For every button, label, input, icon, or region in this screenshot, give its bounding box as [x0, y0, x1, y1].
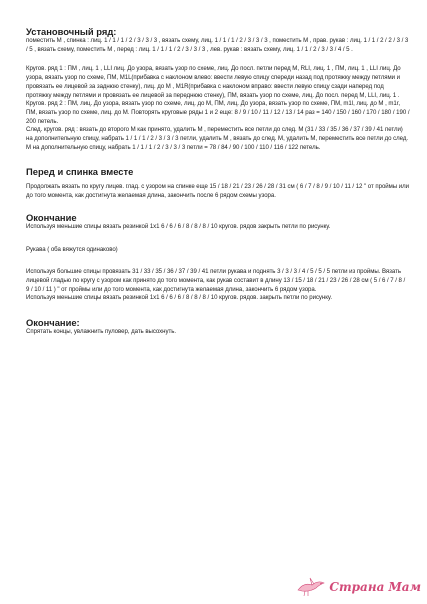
heading-front-back: Перед и спинка вместе	[26, 166, 134, 178]
heading-finishing: Окончание	[26, 211, 77, 223]
next-round-row-text: След. кругов. ряд : вязать до второго М как принято, удалить М , переместить все петли до след. М (31 / 33 / 35 / 36 / 37 / 39 / 41 петли) на дополнительную спицу, набрать 1 / 1 / 1 / 2 / 3 / 3 / 3 петли, удалить М , вязать до след. М, удалить М, переместить все петли до след. М на дополнительную спицу, набрать 1 / 1 / 1 / 2 / 3 / 3 / 3 петли = 78 / 84 / 90 / 100 / 110 / 116 / 122 петель.	[26, 126, 408, 151]
heading-setup-row: Установочный ряд:	[26, 26, 117, 37]
document-page	[26, 26, 410, 337]
watermark-text: Страна Мам	[329, 580, 421, 594]
sleeves-text-2: Используя меньшие спицы вязать резинкой 1х1 6 / 6 / 6 / 8 / 8 / 8 / 10 кругов. рядов. закрыть петли по рисунку.	[26, 294, 332, 302]
round-row-1-text: Кругов. ряд 1 : ПМ , лиц. 1 , LLI лиц. До узора, вязать узор по схеме, лиц. До посл. петли перед М, RLI, лиц. 1 , ПМ, лиц. 1 , LLI лиц. До узора, вязать узор по схеме, ПМ, M1L(прибавка с наклоном влево: ввести левую спицу спереди назад под протяжку между петлями и провязать ее лицевой за заднюю стенку), лиц. до М , M1R(прибавка с наклоном вправо: ввести левую спицу сзади наперед под протяжку между петлями и провязать ее лицевой за переднюю стенку), ПМ, вязать узор по схеме, лиц. До посл. перед М, LLI, лиц. 1 .	[26, 65, 401, 99]
setup-row-text: поместить М , спинка : лиц. 1 / 1 / 1 / 2 / 3 / 3 / 3 , вязать схему, лиц. 1 / 1 / 1 / 2 / 3 / 3 / 3 , поместить М , прав. рукав : лиц. 1 / 1 / 2 / 2 / 3 / 3 / 5 , вязать схему, поместить М , перед : лиц. 1 / 1 / 1 / 2 / 3 / 3 / 3 , лев. рукав : вязать схему, лиц. 1 / 1 / 2 / 3 / 3 / 4 / 5 .	[26, 37, 409, 53]
finishing-text: Используя меньшие спицы вязать резинкой 1х1 6 / 6 / 6 / 8 / 8 / 8 / 10 кругов. рядов закрыть петли по рисунку.	[26, 222, 331, 230]
round-row-2-text: Кругов. ряд 2 : ПМ, лиц. До узора, вязать узор по схеме, лиц. до М, ПМ, лиц. До узора, вязать узор по схеме, ПМ, m1l, лиц. до М , m1r, ПМ, вязать узор по схеме, лиц. до М. Повторять круговые ряды 1 и 2 еще: 8 / 9 / 10 / 11 / 12 / 13 / 14 раз = 140 / 150 / 160 / 170 / 180 / 190 / 200 петель.	[26, 100, 410, 125]
watermark	[296, 576, 421, 598]
stork-logo-icon	[296, 576, 326, 598]
sleeves-subheading: Рукава ( оба вяжутся одинаково)	[26, 245, 118, 253]
final-finishing-text: Спрятать концы, увлажнить пуловер, дать высохнуть.	[26, 328, 176, 336]
heading-final-finishing: Окончание:	[26, 317, 80, 329]
front-back-text: Продолжать вязать по кругу лицев. глад. с узором на спинке еще 15 / 18 / 21 / 23 / 26 / 28 / 31 см ( 6 / 7 / 8 / 9 / 10 / 11 / 12 " от проймы или до того момента, как достигнута желаемая длина, закончить после 6 рядом схемы узора.	[26, 183, 409, 200]
sleeves-text-1: Используя большие спицы провязать 31 / 33 / 35 / 36 / 37 / 39 / 41 петли рукава и поднять 3 / 3 / 3 / 4 / 5 / 5 / 5 петли из проймы. Вязать лицевой гладью по кругу с узором как принято до того момента, как рукав составит в длину 13 / 15 / 18 / 21 / 23 / 26 / 28 см ( 5 / 6 / 7 / 8 / 9 / 10 / 11 ) " от проймы или до того момента, как достигнута желаемая длина, закончить 6 рядом узора.	[26, 268, 406, 293]
